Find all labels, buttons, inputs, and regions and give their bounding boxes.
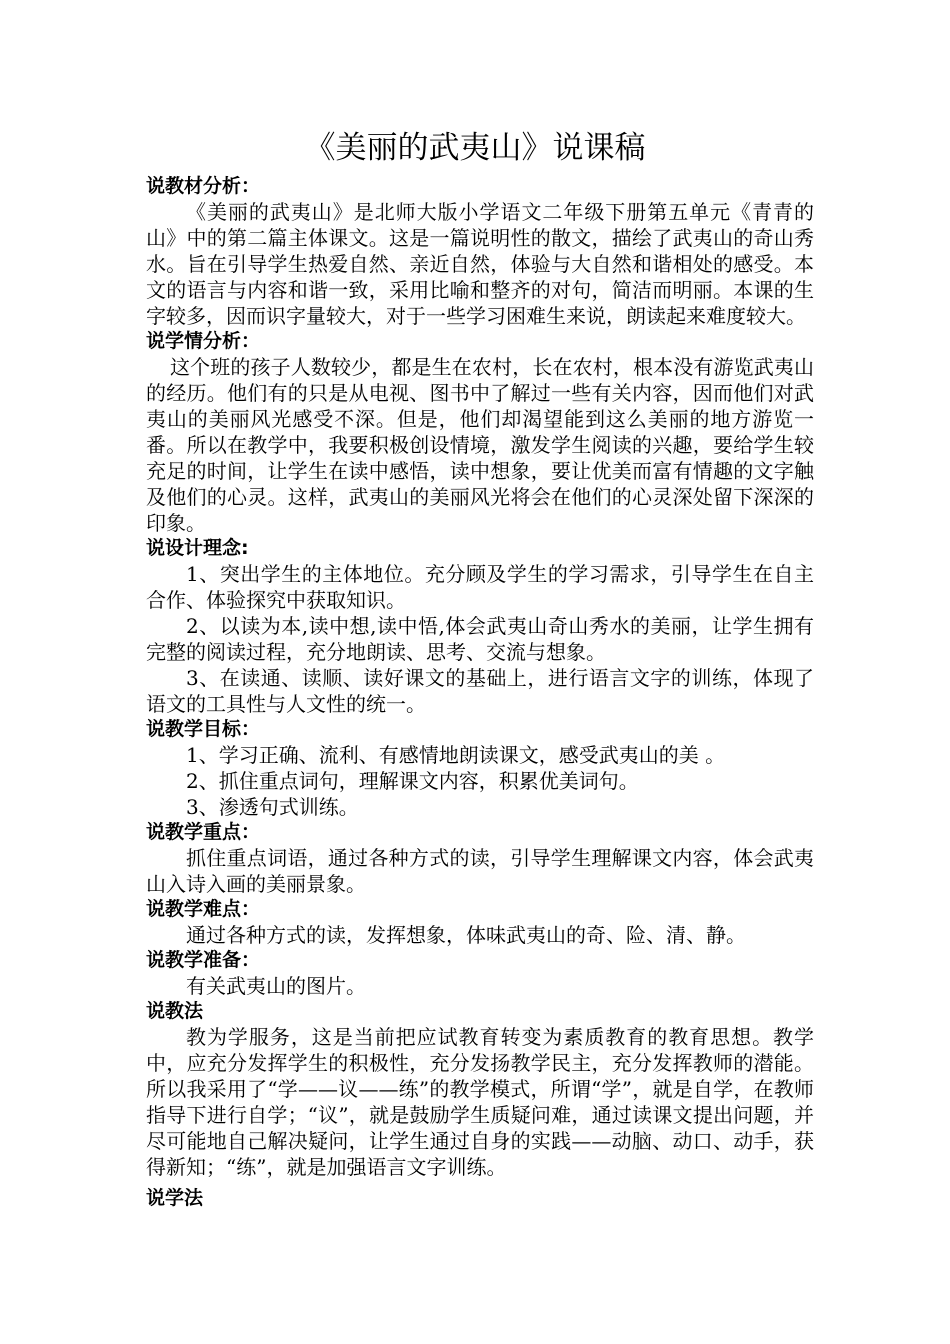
- section-heading-teaching-goals: 说教学目标：: [146, 718, 261, 740]
- paragraph: 1、学习正确、流利、有感情地朗读课文，感受武夷山的美 。: [186, 743, 726, 767]
- document-title: 《美丽的武夷山》说课稿: [304, 130, 646, 166]
- section-heading-key-points: 说教学重点：: [146, 821, 261, 843]
- paragraph: 2、抓住重点词句，理解课文内容，积累优美词句。: [186, 769, 639, 793]
- paragraph: 2、以读为本,读中想,读中悟,体会武夷山奇山秀水的美丽，让学生拥有完整的阅读过程，充分地朗读、思考、交流与想象。: [146, 614, 814, 664]
- paragraph: 3、在读通、读顺、读好课文的基础上，进行语言文字的训练，体现了语文的工具性与人文性的统一。: [146, 666, 814, 716]
- paragraph: 抓住重点词语，通过各种方式的读，引导学生理解课文内容，体会武夷山入诗入画的美丽景象。: [146, 846, 814, 896]
- paragraph: 教为学服务，这是当前把应试教育转变为素质教育的教育思想。教学中，应充分发挥学生的积极性，充分发扬教学民主，充分发挥教师的潜能。所以我采用了“学——议——练”的教学模式，所谓“学”，就是自学，在教师指导下进行自学；“议”，就是鼓励学生质疑问难，通过读课文提出问题，并尽可能地自己解决疑问，让学生通过自身的实践——动脑、动口、动手，获得新知；“练”，就是加强语言文字训练。: [146, 1025, 814, 1179]
- section-heading-teaching-method: 说教法: [146, 1000, 204, 1022]
- section-heading-difficulties: 说教学难点：: [146, 898, 261, 920]
- paragraph: 通过各种方式的读，发挥想象，体味武夷山的奇、险、清、静。: [186, 923, 746, 947]
- section-heading-textbook-analysis: 说教材分析：: [146, 175, 261, 197]
- section-heading-design-concept: 说设计理念:: [146, 537, 249, 559]
- paragraph: 这个班的孩子人数较少，都是生在农村，长在农村，根本没有游览武夷山的经历。他们有的只是从电视、图书中了解过一些有关内容，因而他们对武夷山的美丽风光感受不深。但是，他们却渴望能到这么美丽的地方游览一番。所以在教学中，我要积极创设情境，激发学生阅读的兴趣，要给学生较充足的时间，让学生在读中感悟，读中想象，要让优美而富有情趣的文字触及他们的心灵。这样，武夷山的美丽风光将会在他们的心灵深处留下深深的印象。: [146, 355, 814, 535]
- paragraph: 有关武夷山的图片。: [186, 974, 366, 998]
- paragraph: 《美丽的武夷山》是北师大版小学语文二年级下册第五单元《青青的山》中的第二篇主体课文。这是一篇说明性的散文，描绘了武夷山的奇山秀水。旨在引导学生热爱自然、亲近自然，体验与大自然和谐相处的感受。本文的语言与内容和谐一致，采用比喻和整齐的对句，简洁而明丽。本课的生字较多，因而识字量较大，对于一些学习困难生来说，朗读起来难度较大。: [146, 200, 814, 328]
- section-heading-preparation: 说教学准备：: [146, 949, 261, 971]
- paragraph: 3、渗透句式训练。: [186, 795, 359, 819]
- paragraph: 1、突出学生的主体地位。充分顾及学生的学习需求，引导学生在自主合作、体验探究中获取知识。: [146, 562, 814, 612]
- document-body: [146, 174, 814, 1211]
- section-heading-learning-method: 说学法: [146, 1187, 204, 1209]
- section-heading-student-analysis: 说学情分析：: [146, 330, 261, 352]
